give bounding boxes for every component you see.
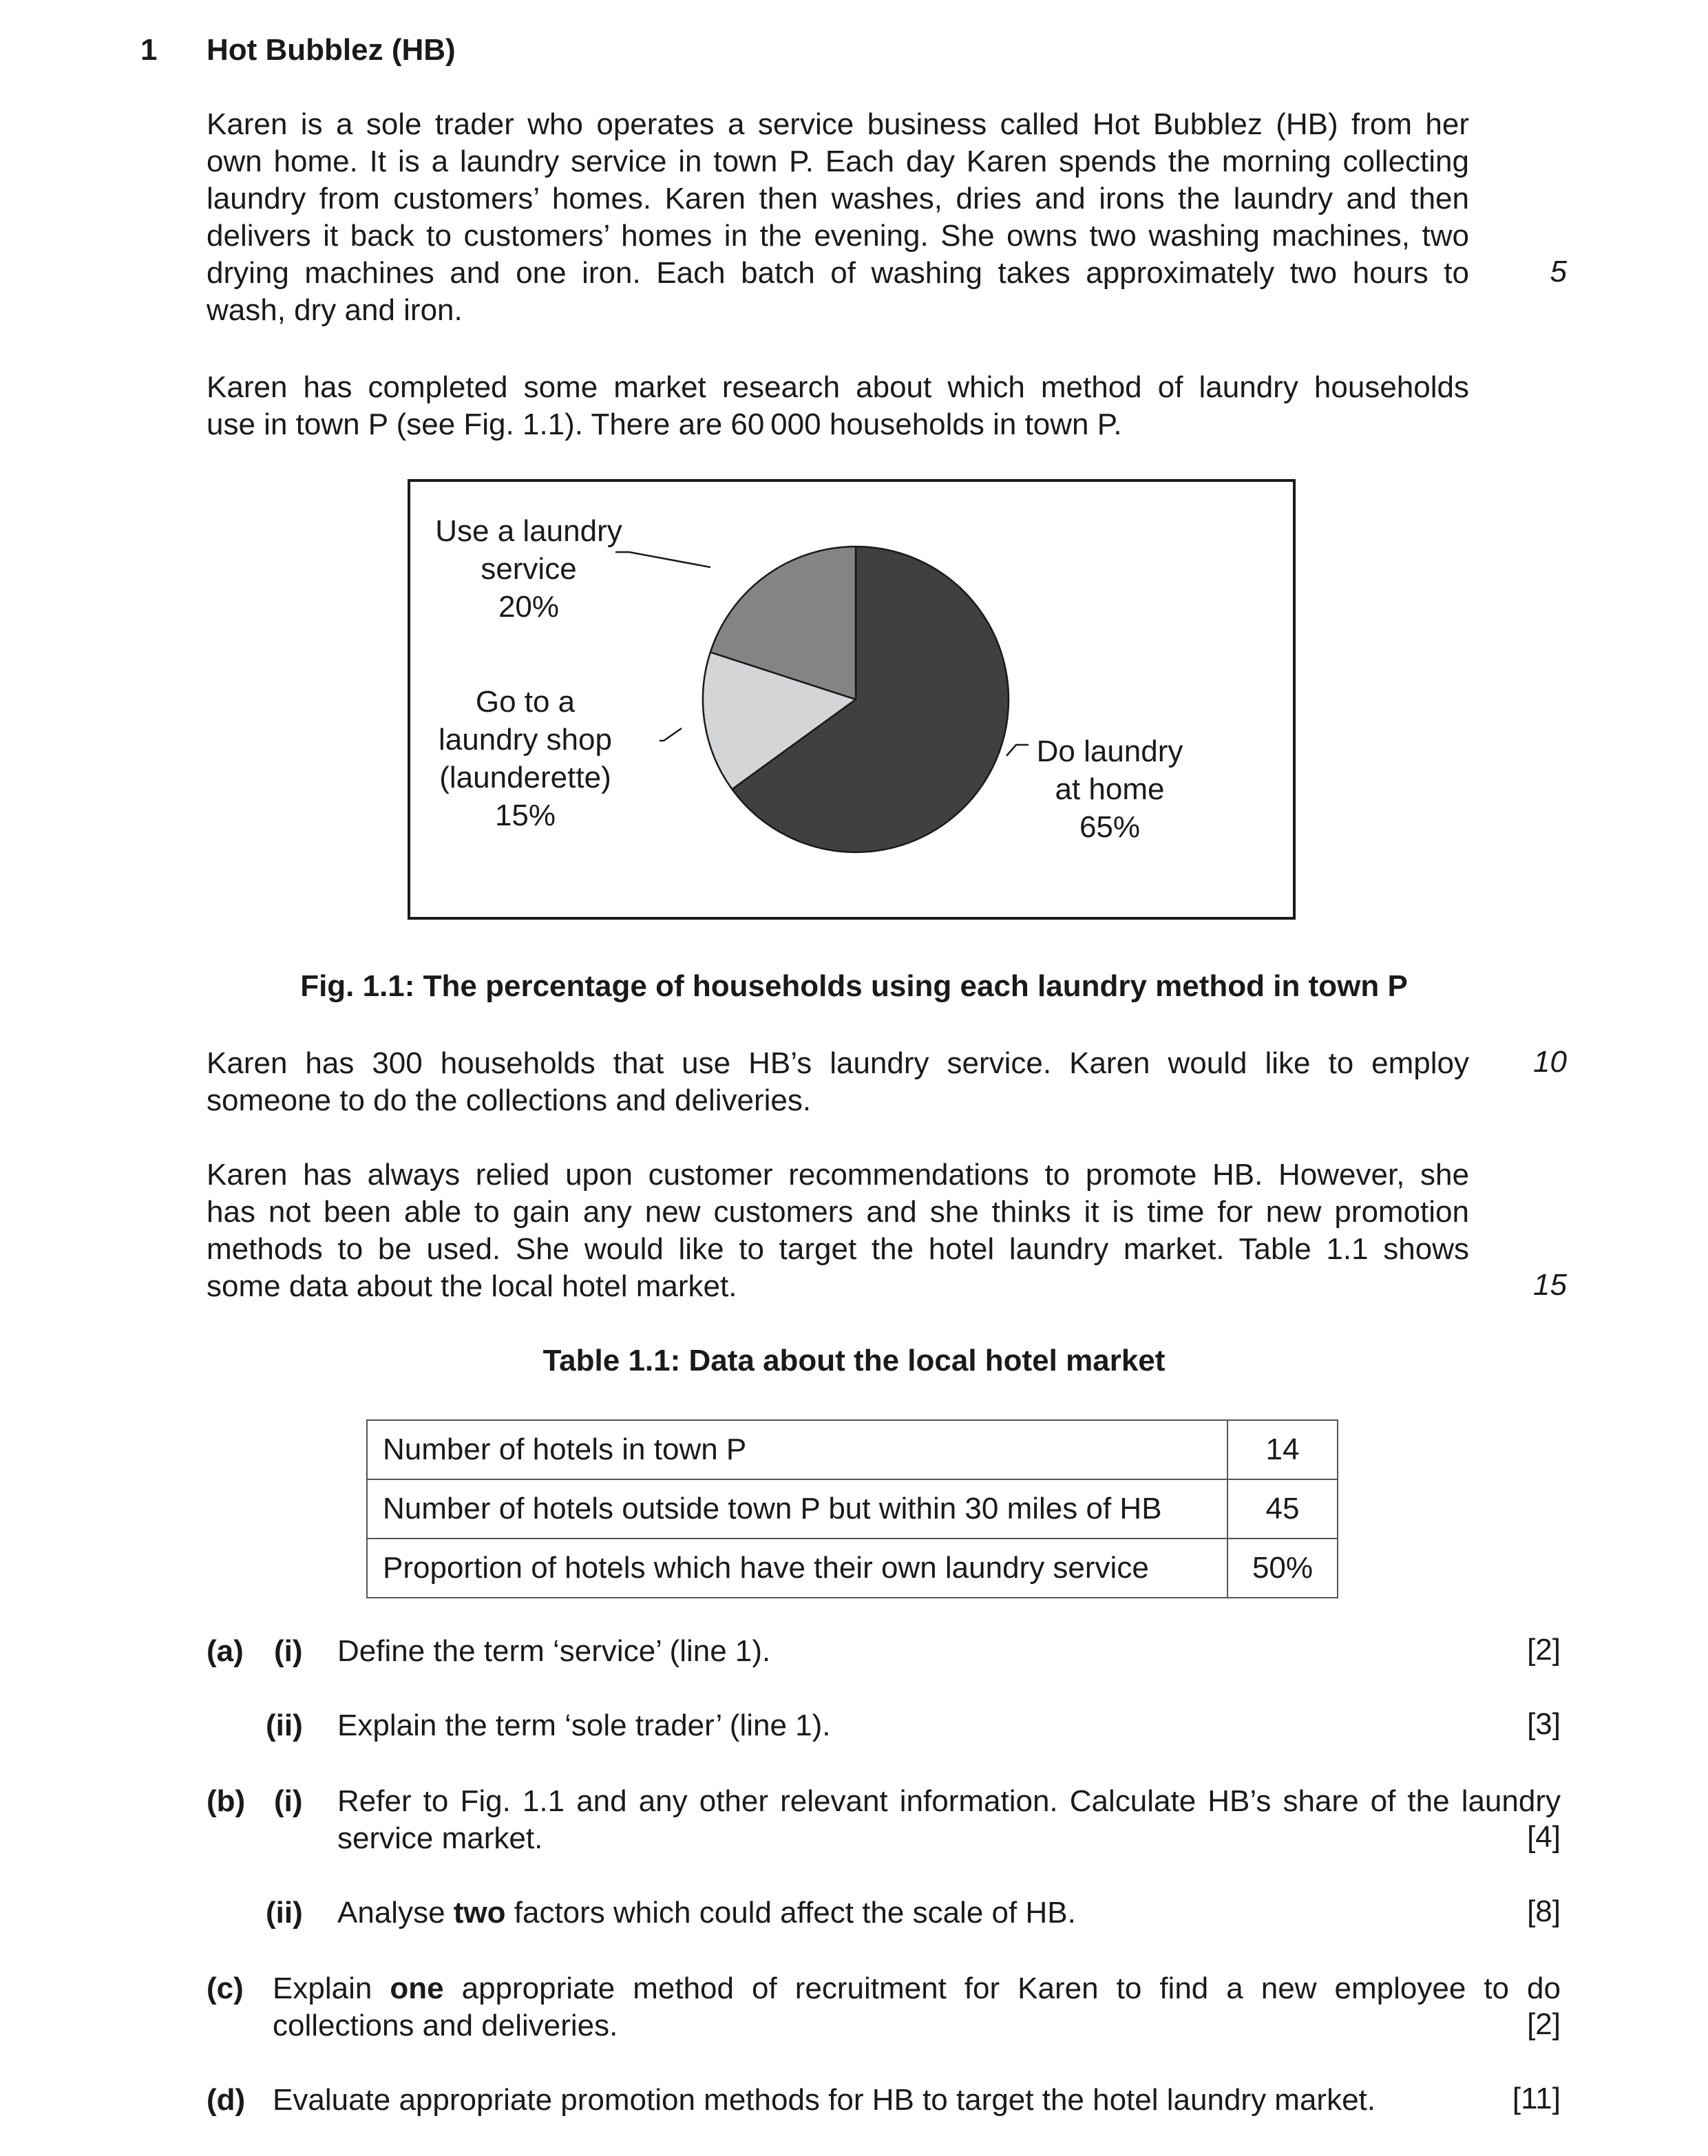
table-cell-value: 50% bbox=[1227, 1539, 1338, 1598]
paragraph-research bbox=[207, 369, 1469, 443]
slice-label-line: 15% bbox=[494, 799, 556, 832]
subpart-label: (i) bbox=[274, 1634, 303, 1668]
emphasis-text: one bbox=[390, 1972, 444, 2005]
text-line: own home. It is a laundry service in town P. Each day Karen spends the morning collecting bbox=[207, 145, 1469, 178]
text-line: methods to be used. She would like to target the hotel laundry market. Table 1.1 shows bbox=[207, 1232, 1469, 1266]
text-line: Karen has completed some market research about which method of laundry households bbox=[207, 370, 1469, 404]
marks-label: [2] bbox=[1527, 1633, 1561, 1667]
text-line bbox=[273, 1970, 1561, 2007]
text-line: collections and deliveries. bbox=[273, 2009, 618, 2042]
question-text: Define the term ‘service’ (line 1). bbox=[337, 1634, 771, 1668]
part-a-label: (a) bbox=[207, 1634, 244, 1668]
part-c-label: (c) bbox=[207, 1972, 244, 2005]
table-cell-value: 14 bbox=[1227, 1420, 1338, 1479]
line-number: 15 bbox=[1533, 1268, 1567, 1302]
slice-label-line: 65% bbox=[1079, 810, 1141, 844]
question-text bbox=[337, 1783, 1561, 1857]
text-line: some data about the local hotel market. bbox=[207, 1269, 737, 1303]
table-row bbox=[367, 1420, 1338, 1479]
question-text bbox=[273, 1970, 1561, 2044]
marks-label: [11] bbox=[1512, 2082, 1561, 2115]
slice-label-line: laundry shop bbox=[439, 723, 612, 757]
text-line: Karen is a sole trader who operates a service business called Hot Bubblez (HB) from her bbox=[207, 107, 1469, 141]
text-run: Analyse bbox=[337, 1896, 454, 1930]
table-cell-label: Proportion of hotels which have their own laundry service bbox=[367, 1539, 1227, 1598]
marks-label: [4] bbox=[1527, 1820, 1561, 1854]
subpart-label: (i) bbox=[274, 1784, 303, 1818]
text-line: Karen has 300 households that use HB’s laundry service. Karen would like to employ bbox=[207, 1046, 1469, 1080]
hotel-data-table bbox=[366, 1419, 1338, 1598]
slice-label-line: 20% bbox=[498, 590, 560, 624]
slice-label-line: Do laundry bbox=[1036, 734, 1183, 768]
line-number: 5 bbox=[1550, 255, 1567, 288]
slice-label-line: at home bbox=[1055, 772, 1165, 806]
question-text: Explain the term ‘sole trader’ (line 1). bbox=[337, 1709, 831, 1742]
text-line: wash, dry and iron. bbox=[207, 293, 463, 327]
text-run: factors which could affect the scale of HB. bbox=[505, 1896, 1076, 1930]
slice-label-line: Go to a bbox=[475, 685, 576, 719]
question-text: Evaluate appropriate promotion methods for HB to target the hotel laundry market. bbox=[273, 2083, 1375, 2117]
leader-line-shop bbox=[660, 728, 682, 741]
marks-label: [3] bbox=[1527, 1707, 1561, 1741]
table-cell-label: Number of hotels in town P bbox=[367, 1420, 1227, 1479]
emphasis-text: two bbox=[453, 1896, 506, 1930]
slice-label-line: service bbox=[481, 552, 577, 586]
subpart-label: (ii) bbox=[266, 1709, 303, 1742]
part-d-label: (d) bbox=[207, 2083, 246, 2117]
slice-label-line: Use a laundry bbox=[435, 514, 622, 548]
figure-caption: Fig. 1.1: The percentage of households using each laundry method in town P bbox=[300, 969, 1408, 1003]
table-row bbox=[367, 1479, 1338, 1539]
text-line: someone to do the collections and deliveries. bbox=[207, 1084, 812, 1117]
paragraph-employ bbox=[207, 1045, 1469, 1119]
text-line: Karen has always relied upon customer recommendations to promote HB. However, she bbox=[207, 1158, 1469, 1192]
text-line: delivers it back to customers’ homes in the evening. She owns two washing machines, two bbox=[207, 219, 1469, 253]
question-text bbox=[337, 1894, 1076, 1932]
text-line: service market. bbox=[337, 1821, 543, 1855]
slice-label-shop bbox=[419, 683, 632, 834]
marks-label: [2] bbox=[1527, 2007, 1561, 2041]
paragraph-promotion bbox=[207, 1156, 1469, 1305]
text-line: laundry from customers’ homes. Karen then washes, dries and irons the laundry and then bbox=[207, 182, 1469, 215]
slice-label-line: (launderette) bbox=[439, 761, 611, 794]
question-number: 1 bbox=[140, 33, 158, 67]
marks-label: [8] bbox=[1527, 1894, 1561, 1928]
text-run: Explain bbox=[273, 1972, 390, 2005]
subpart-label: (ii) bbox=[266, 1896, 303, 1930]
text-run: appropriate method of recruitment for Karen to find a new employee to do bbox=[443, 1972, 1561, 2005]
table-caption: Table 1.1: Data about the local hotel market bbox=[542, 1344, 1166, 1377]
question-title: Hot Bubblez (HB) bbox=[207, 33, 456, 67]
text-line: Refer to Fig. 1.1 and any other relevant information. Calculate HB’s share of the laundry bbox=[337, 1784, 1561, 1818]
slice-label-service bbox=[425, 512, 632, 626]
part-b-label: (b) bbox=[207, 1784, 246, 1818]
figure-frame bbox=[408, 479, 1296, 920]
text-line: has not been able to gain any new customers and she thinks it is time for new promotion bbox=[207, 1195, 1469, 1229]
text-line: drying machines and one iron. Each batch of washing takes approximately two hours to bbox=[207, 256, 1469, 290]
paragraph-intro bbox=[207, 106, 1469, 329]
line-number: 10 bbox=[1533, 1045, 1567, 1079]
text-line: use in town P (see Fig. 1.1). There are 60 000 households in town P. bbox=[207, 408, 1122, 441]
table-row bbox=[367, 1539, 1338, 1598]
table-cell-label: Number of hotels outside town P but within 30 miles of HB bbox=[367, 1479, 1227, 1539]
slice-label-home bbox=[1013, 732, 1206, 846]
table-cell-value: 45 bbox=[1227, 1479, 1338, 1539]
